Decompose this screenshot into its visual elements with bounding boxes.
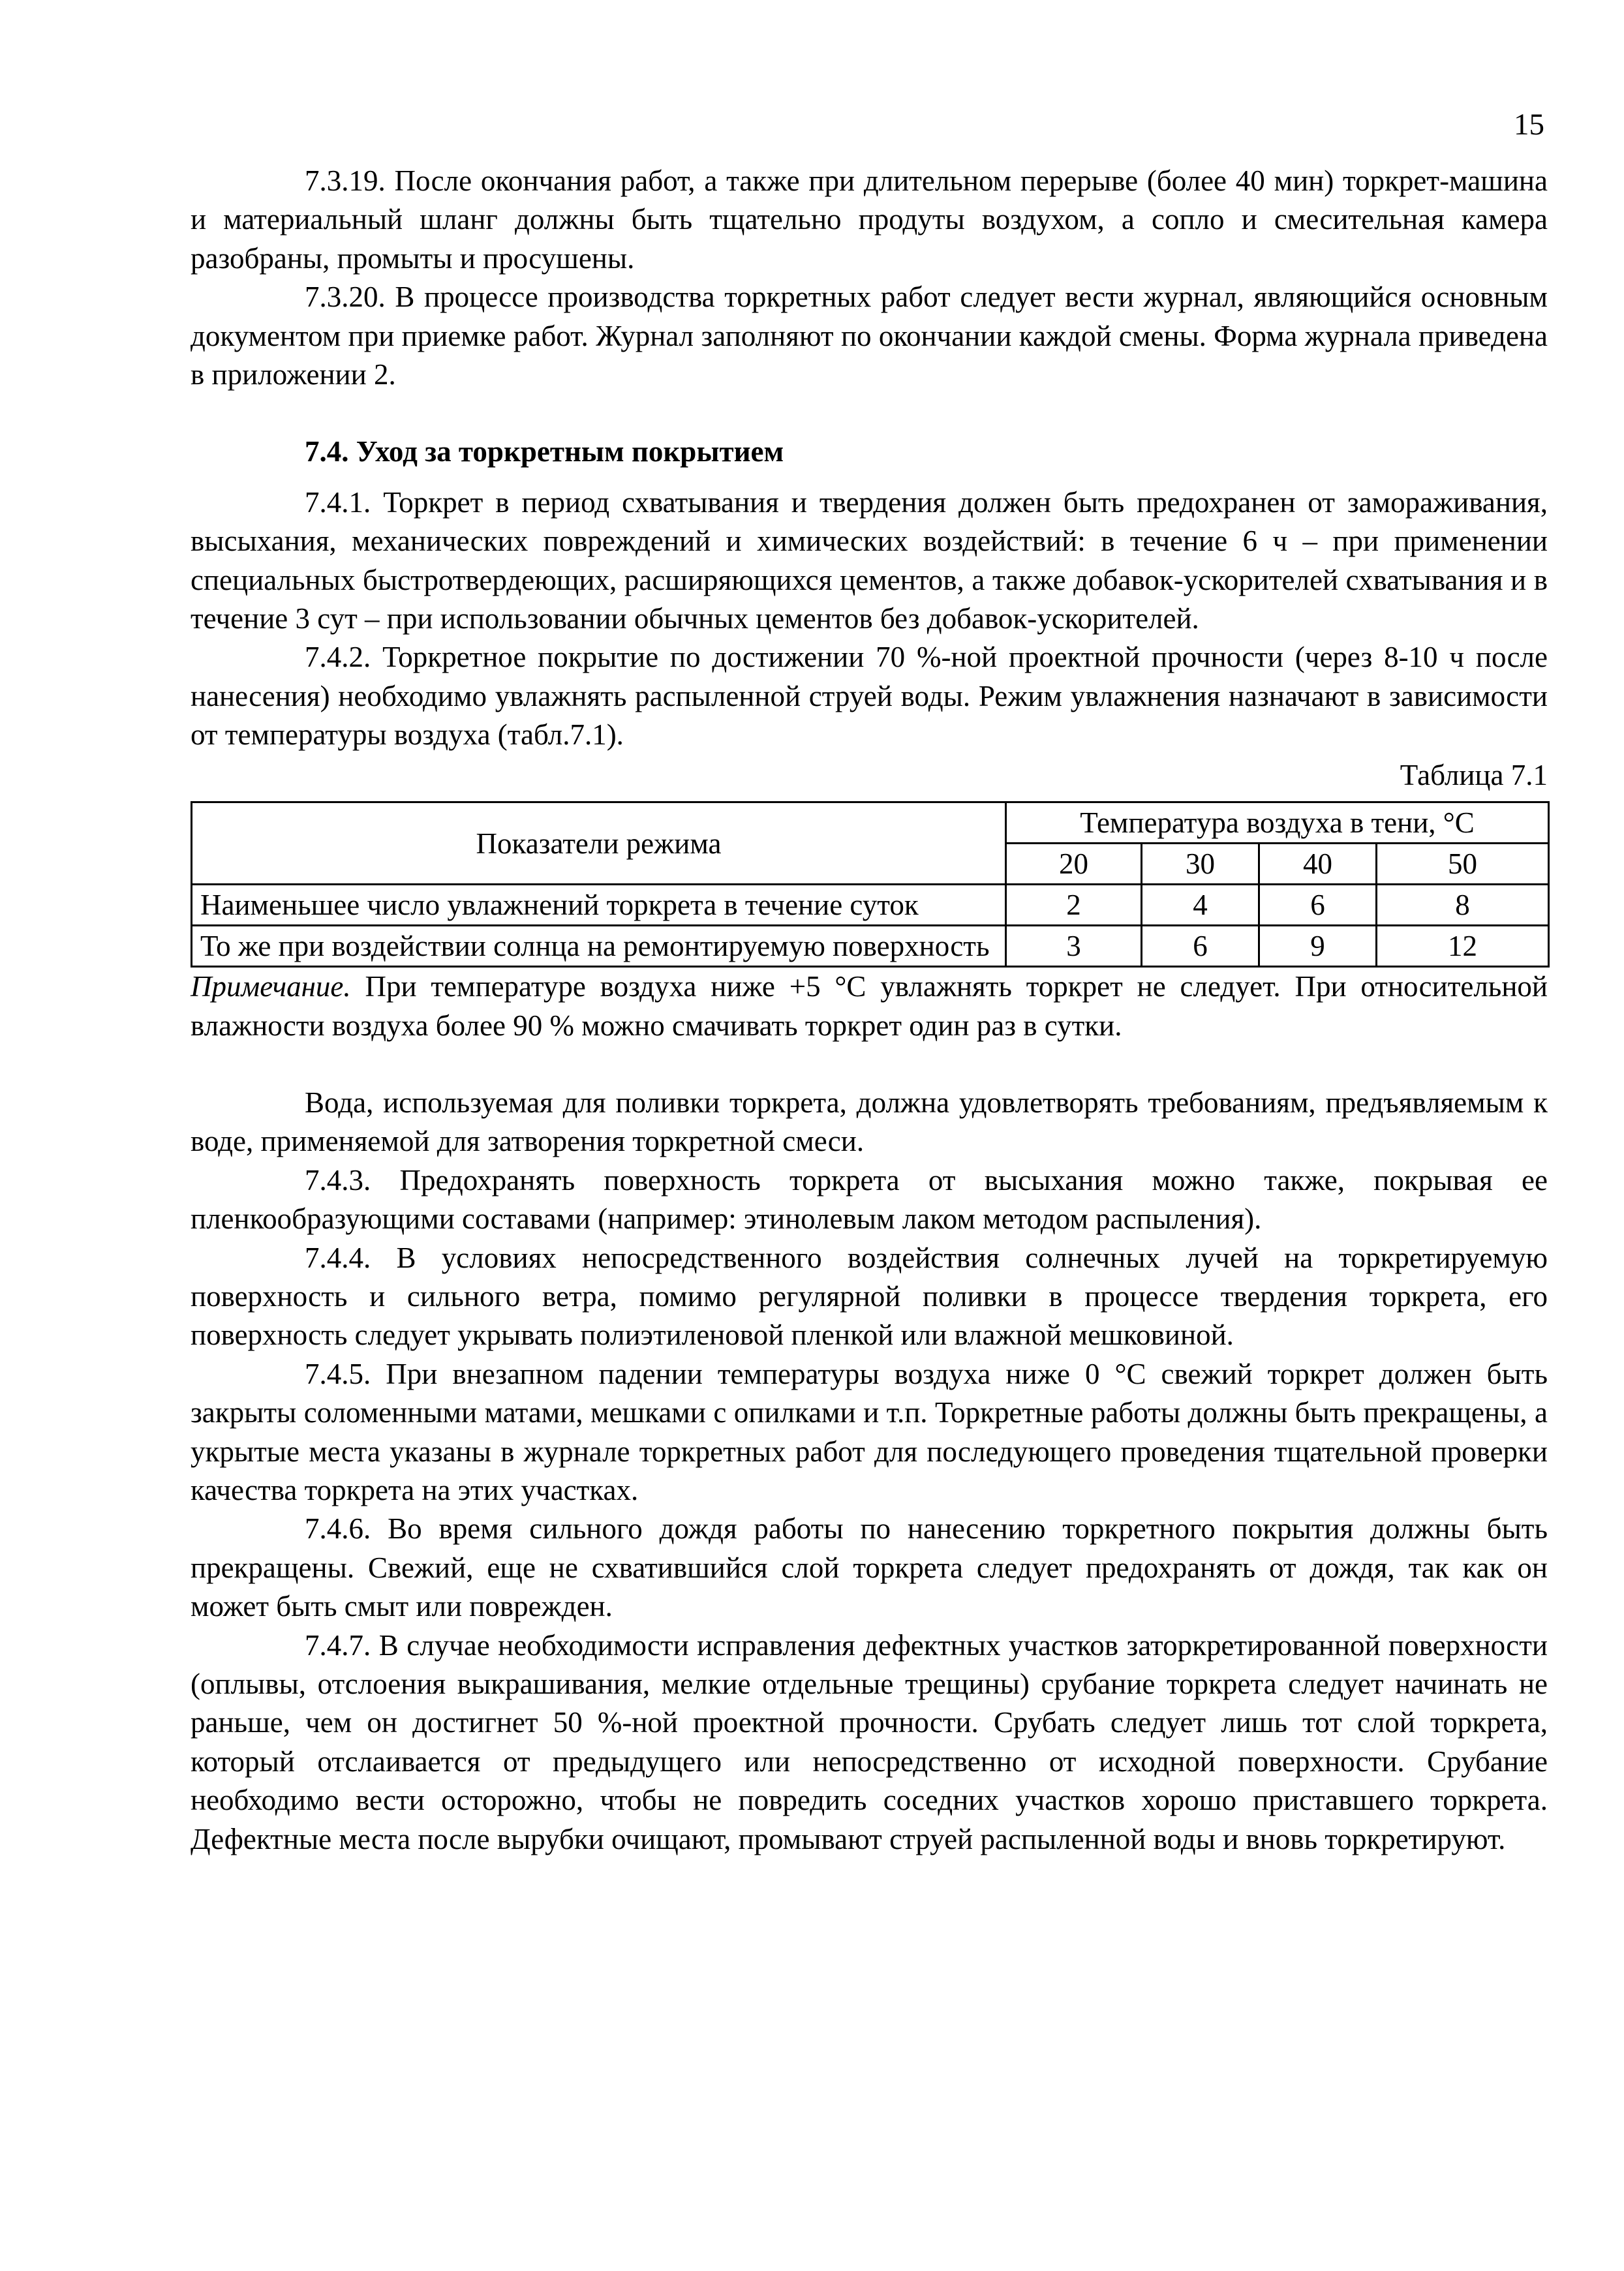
temp-header: 20 (1006, 844, 1142, 885)
document-body (191, 162, 1548, 1859)
table-caption: Таблица 7.1 (1400, 758, 1548, 791)
table-cell: 8 (1377, 885, 1549, 926)
paragraph-7-4-5: 7.4.5. При внезапном падении температуры воздуха ниже 0 °С свежий торкрет должен быть закрыты соломенными матами, мешками с опилками и т.п. Торкретные работы должны быть прекращены, а укрытые места указаны в журнале торкретных работ для последующего проведения тщательной проверки качества торкрета на этих участках. (191, 1357, 1548, 1506)
paragraph-water: Вода, используемая для поливки торкрета, должна удовлетворять требованиям, предъявляемым к воде, применяемой для затворения торкретной смеси. (191, 1086, 1548, 1158)
paragraph-7-4-7: 7.4.7. В случае необходимости исправления дефектных участков заторкретированной поверхности (оплывы, отслоения выкрашивания, мелкие отдельные трещины) срубание торкрета следует начинать не раньше, чем он достигнет 50 %-ной проектной прочности. Срубать следует лишь тот слой торкрета, который отслаивается от предыдущего или непосредственно от исходной поверхности. Срубание необходимо вести осторожно, чтобы не повредить соседних участков хорошо приставшего торкрета. Дефектные места после вырубки очищают, промывают струей распыленной воды и вновь торкретируют. (191, 1628, 1548, 1855)
param-header: Показатели режима (192, 802, 1006, 885)
temp-header: 50 (1377, 844, 1549, 885)
table-note (191, 968, 1548, 1045)
table-cell: 6 (1259, 885, 1377, 926)
table-row (192, 926, 1549, 967)
table-cell: 3 (1006, 926, 1142, 967)
paragraph-7-4-3: 7.4.3. Предохранять поверхность торкрета от высыхания можно также, покрывая ее пленкообразующими составами (например: этинолевым лаком методом распыления). (191, 1163, 1548, 1236)
page-number: 15 (1514, 108, 1544, 142)
table-header-row (192, 802, 1549, 844)
table-cell: 12 (1377, 926, 1549, 967)
table-cell: 2 (1006, 885, 1142, 926)
section-heading: 7.4. Уход за торкретным покрытием (305, 435, 784, 468)
note-label: Примечание. (191, 970, 351, 1003)
paragraph-7-4-6: 7.4.6. Во время сильного дождя работы по нанесению торкретного покрытия должны быть прекращены. Свежий, еще не схватившийся слой торкрета следует предохранять от дождя, так как он может быть смыт или поврежден. (191, 1512, 1548, 1623)
row-label: То же при воздействии солнца на ремонтируемую поверхность (192, 926, 1006, 967)
paragraph-7-4-1: 7.4.1. Торкрет в период схватывания и твердения должен быть предохранен от замораживания, высыхания, механических повреждений и химических воздействий: в течение 6 ч – при применении специальных быстротвердеющих, расширяющихся цементов, а также добавок-ускорителей схватывания и в течение 3 сут – при использовании обычных цементов без добавок-ускорителей. (191, 485, 1548, 635)
table-cell: 6 (1142, 926, 1259, 967)
row-label: Наименьшее число увлажнений торкрета в течение суток (192, 885, 1006, 926)
table-cell: 4 (1142, 885, 1259, 926)
paragraph-7-4-4: 7.4.4. В условиях непосредственного воздействия солнечных лучей на торкретируемую поверхность и сильного ветра, помимо регулярной поливки в процессе твердения торкрета, его поверхность следует укрывать полиэтиленовой пленкой или влажной мешковиной. (191, 1241, 1548, 1352)
paragraph-7-3-20: 7.3.20. В процессе производства торкретных работ следует вести журнал, являющийся основным документом при приемке работ. Журнал заполняют по окончании каждой смены. Форма журнала приведена в приложении 2. (191, 281, 1548, 391)
temp-header: 30 (1142, 844, 1259, 885)
humidification-table (191, 801, 1550, 968)
table-row (192, 885, 1549, 926)
spacer (191, 1045, 1548, 1084)
note-text: При температуре воздуха ниже +5 °С увлажнять торкрет не следует. При относительной влажности воздуха более 90 % можно смачивать торкрет один раз в сутки. (191, 970, 1548, 1042)
paragraph-7-3-19: 7.3.19. После окончания работ, а также при длительном перерыве (более 40 мин) торкрет-машина и материальный шланг должны быть тщательно продуты воздухом, а сопло и смесительная камера разобраны, промыты и просушены. (191, 164, 1548, 275)
temperature-group-header: Температура воздуха в тени, °С (1006, 802, 1549, 844)
temp-header: 40 (1259, 844, 1377, 885)
paragraph-7-4-2: 7.4.2. Торкретное покрытие по достижении 70 %-ной проектной прочности (через 8-10 ч после нанесения) необходимо увлажнять распыленной струей воды. Режим увлажнения назначают в зависимости от температуры воздуха (табл.7.1). (191, 641, 1548, 752)
table-cell: 9 (1259, 926, 1377, 967)
